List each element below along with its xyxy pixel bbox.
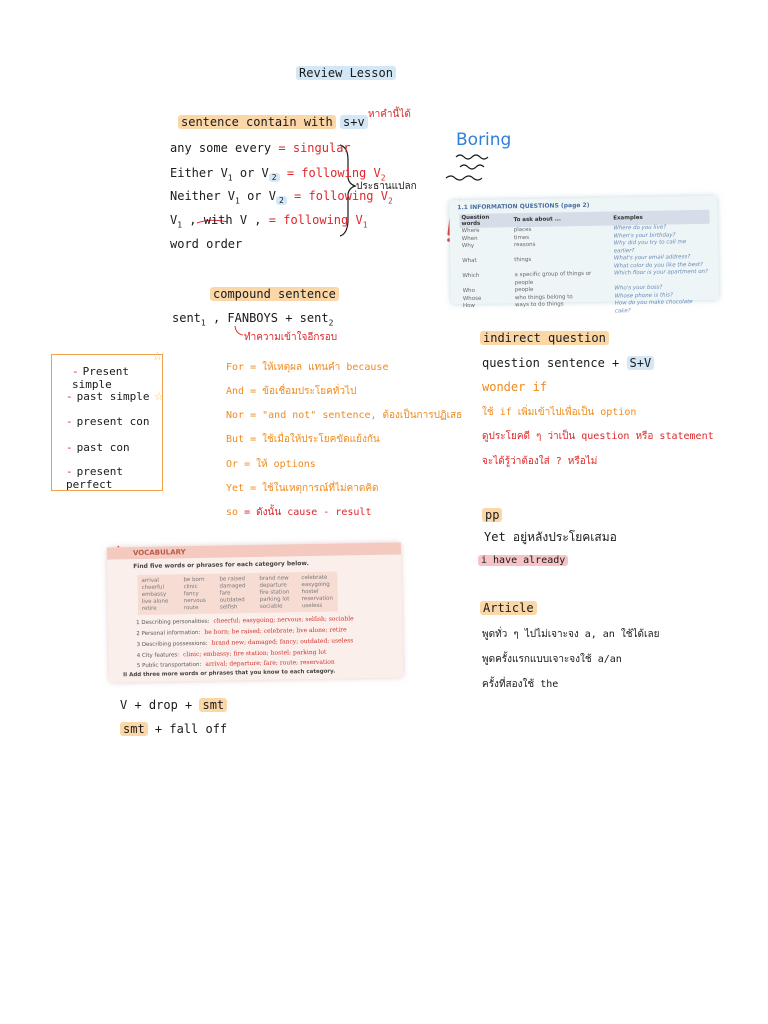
squiggle-icon bbox=[446, 176, 482, 180]
rule-row: Neither $V_1$ or V $_2$ = following $V_2$ bbox=[170, 189, 393, 206]
list-item: - present con bbox=[66, 415, 150, 428]
star-icon: ☆ bbox=[154, 390, 164, 403]
sv-tag: s+v bbox=[340, 115, 368, 129]
phrasal-line: smt + fall off bbox=[120, 722, 227, 736]
table-row: Where places Where do you live? bbox=[461, 224, 667, 235]
rule-row: $V_1$ , with V , = following $V_1$ bbox=[170, 213, 368, 230]
fanboys-item: But = ใช้เมื่อให้ประโยคขัดแย้งกัน bbox=[226, 434, 380, 445]
vocab-category: 4 City features: clinic; embassy; fire station; hostel; parking lot bbox=[136, 648, 327, 660]
fanboys-item: Nor = "and not" sentence, ต้องเป็นการปฏิเสธ bbox=[226, 410, 463, 421]
word-column: be raised damaged fare outdated selfish bbox=[219, 576, 246, 611]
compound-note: ทำความเข้าใจอีกรอบ bbox=[244, 332, 338, 343]
indirect-line: ใช้ if เพิ่มเข้าไปเพื่อเป็น option bbox=[482, 407, 637, 418]
article-line: พูดทั่ว ๆ ไปไม่เจาะจง a, an ใช้ได้เลย bbox=[482, 629, 660, 640]
sentence-heading: sentence contain with bbox=[178, 115, 336, 129]
article-line: ครั้งที่สองใช้ the bbox=[482, 679, 559, 690]
article-line: พูดครั้งแรกแบบเจาะจงใช้ a/an bbox=[482, 654, 622, 665]
table-row: What things What's your email address? bbox=[462, 254, 691, 265]
indirect-line: question sentence + S+V bbox=[482, 356, 654, 370]
vocab-category: 3 Describing possessions: brand new; damaged; fancy; outdated; useless bbox=[136, 637, 354, 649]
table-row: Which a specific group of things or people Which floor is your apartment on? bbox=[462, 268, 708, 286]
fanboys-item: For = ให้เหตุผล แทนคำ because bbox=[226, 362, 389, 373]
article-heading: Article bbox=[480, 601, 537, 615]
vocab-category: 5 Public transportation: arrival; departure; fare; route; reservation bbox=[136, 658, 335, 670]
fanboys-item: And = ข้อเชื่อมประโยคทั่วไป bbox=[226, 386, 357, 397]
fanboys-item: Or = ให้ options bbox=[226, 459, 316, 470]
list-item: - Present simple bbox=[72, 365, 129, 391]
star-icon: ☆ bbox=[152, 349, 163, 363]
info-table bbox=[459, 210, 711, 318]
list-item: - present perfect bbox=[66, 465, 123, 491]
table-row: Who people Who's your boss? bbox=[462, 284, 663, 295]
table-row: What color do you like the best? bbox=[613, 261, 703, 269]
rule-row: Either $V_1$ or V $_2$ = following $V_2$ bbox=[170, 166, 386, 183]
table-row: When times When's your birthday? bbox=[461, 231, 676, 242]
squiggle-icon bbox=[460, 165, 484, 169]
indirect-line: ดูประโยคดี ๆ ว่าเป็น question หรือ statement bbox=[482, 431, 714, 442]
pp-heading: pp bbox=[482, 508, 502, 522]
compound-formula: sent$_1$ , FANBOYS + sent$_2$ bbox=[172, 311, 334, 328]
word-column: brand new departure fire station parking lot sociable bbox=[259, 575, 290, 610]
vocab-title: VOCABULARY bbox=[132, 548, 186, 558]
information-questions-card bbox=[449, 196, 719, 314]
vocabulary-card bbox=[107, 542, 403, 682]
word-column: celebrate easygoing hostel reservation useless bbox=[301, 574, 334, 610]
page-title: Review Lesson bbox=[296, 66, 396, 80]
list-item: - past con bbox=[66, 441, 130, 454]
pp-example: i have already bbox=[478, 555, 568, 566]
sv-tag-note: หาคำนี้ได้ bbox=[368, 109, 411, 120]
word-order-label: word order bbox=[170, 237, 243, 251]
indirect-line: wonder if bbox=[482, 380, 548, 394]
table-row: Whose who things belong to Whose phone is this? bbox=[462, 291, 673, 302]
word-column: arrival cheerful embassy live alone retire bbox=[141, 577, 169, 612]
squiggle-icon bbox=[456, 155, 488, 159]
brace-note: ประธานแปลก bbox=[356, 181, 417, 192]
table-row: Why reasons Why did you try to call me earlier? bbox=[461, 239, 687, 254]
list-item: - past simple bbox=[66, 390, 150, 403]
compound-heading: compound sentence bbox=[210, 287, 339, 301]
boring-word: Boring bbox=[456, 130, 512, 150]
vocab-part-two: II Add three more words or phrases that you know to each category. bbox=[123, 668, 336, 679]
word-column: be born clinic fancy nervous route bbox=[183, 576, 206, 612]
info-card-title: 1.1 INFORMATION QUESTIONS (page 2) bbox=[457, 201, 590, 212]
tenses-box bbox=[51, 354, 163, 491]
vocab-category: 2 Personal information: be born; be raised; celebrate; live alone; retire bbox=[136, 626, 347, 638]
phrasal-line: V + drop + smt bbox=[120, 698, 227, 712]
vocab-category: 1 Describing personalities: cheerful; easygoing; nervous; selfish; sociable bbox=[136, 615, 354, 627]
fanboys-item: Yet = ใช้ในเหตุการณ์ที่ไม่คาดคิด bbox=[226, 483, 379, 494]
indirect-heading: indirect question bbox=[480, 331, 609, 345]
vocab-instruction: Find five words or phrases for each category below. bbox=[133, 560, 309, 571]
rule-row: any some every = singular bbox=[170, 141, 351, 155]
table-header-row: Question words To ask about ... Examples bbox=[459, 210, 709, 228]
pp-line: Yet อยู่หลังประโยคเสมอ bbox=[484, 530, 617, 544]
table-row: How ways to do things How do you make chocolate cake? bbox=[462, 299, 693, 314]
indirect-line: จะได้รู้ว่าต้องใส่ ? หรือไม่ bbox=[482, 456, 598, 467]
fanboys-item: so = ดังนั้น cause - result bbox=[226, 507, 372, 518]
